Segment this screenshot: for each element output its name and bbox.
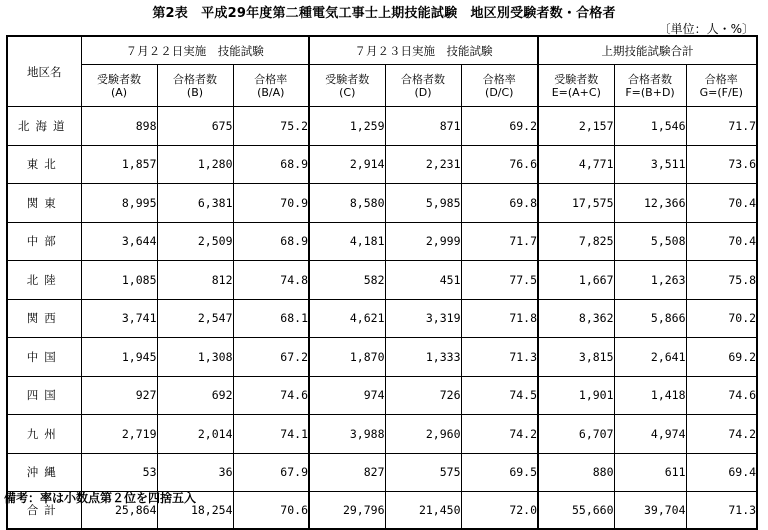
value-cell: 1,857: [81, 145, 157, 184]
table-row: [7, 415, 757, 454]
region-cell: 関西: [7, 299, 81, 338]
value-cell: 8,995: [81, 184, 157, 223]
value-cell: 69.4: [686, 453, 757, 492]
table-row: [7, 145, 757, 184]
table-row: [7, 376, 757, 415]
column-header-formula: (D/C): [485, 85, 514, 99]
table-row: [7, 222, 757, 261]
column-header-label: 受験者数: [554, 72, 599, 86]
column-header-label: 合格率: [482, 72, 516, 86]
value-cell: 53: [81, 453, 157, 492]
group-header-0723: ７月２３日実施 技能試験: [309, 36, 538, 65]
region-header: 地区名: [7, 36, 81, 107]
value-cell: 4,181: [309, 222, 385, 261]
group-header-0722: ７月２２日実施 技能試験: [81, 36, 309, 65]
value-cell: 4,974: [614, 415, 686, 454]
value-cell: 692: [157, 376, 233, 415]
unit-label: 〔単位：人・%〕: [658, 22, 754, 36]
value-cell: 1,870: [309, 338, 385, 377]
value-cell: 77.5: [461, 261, 538, 300]
column-header-formula: (B/A): [257, 85, 285, 99]
value-cell: 4,621: [309, 299, 385, 338]
value-cell: 2,914: [309, 145, 385, 184]
value-cell: 1,546: [614, 107, 686, 146]
value-cell: 2,641: [614, 338, 686, 377]
column-header-formula: G=(F/E): [699, 85, 743, 99]
column-header-formula: (D): [414, 85, 432, 99]
value-cell: 451: [385, 261, 461, 300]
header-row-columns: [7, 65, 757, 107]
results-table: [6, 35, 758, 530]
value-cell: 1,945: [81, 338, 157, 377]
value-cell: 70.4: [686, 184, 757, 223]
column-header: [461, 65, 538, 107]
value-cell: 67.2: [233, 338, 309, 377]
value-cell: 68.1: [233, 299, 309, 338]
value-cell: 927: [81, 376, 157, 415]
table-row: [7, 338, 757, 377]
value-cell: 17,575: [538, 184, 614, 223]
group-header-total: 上期技能試験合計: [538, 36, 757, 65]
value-cell: 71.3: [686, 492, 757, 530]
value-cell: 5,508: [614, 222, 686, 261]
value-cell: 2,719: [81, 415, 157, 454]
value-cell: 69.5: [461, 453, 538, 492]
column-header-formula: F=(B+D): [625, 85, 675, 99]
region-cell: 沖縄: [7, 453, 81, 492]
column-header: [385, 65, 461, 107]
value-cell: 2,960: [385, 415, 461, 454]
value-cell: 76.6: [461, 145, 538, 184]
value-cell: 611: [614, 453, 686, 492]
value-cell: 2,509: [157, 222, 233, 261]
value-cell: 7,825: [538, 222, 614, 261]
value-cell: 70.2: [686, 299, 757, 338]
table-row: [7, 107, 757, 146]
value-cell: 74.6: [233, 376, 309, 415]
value-cell: 1,259: [309, 107, 385, 146]
value-cell: 2,231: [385, 145, 461, 184]
value-cell: 6,707: [538, 415, 614, 454]
value-cell: 71.3: [461, 338, 538, 377]
value-cell: 2,999: [385, 222, 461, 261]
value-cell: 1,308: [157, 338, 233, 377]
column-header-label: 合格率: [254, 72, 288, 86]
value-cell: 74.1: [233, 415, 309, 454]
value-cell: 5,866: [614, 299, 686, 338]
table-title: 第2表 平成29年度第二種電気工事士上期技能試験 地区別受験者数・合格者: [152, 6, 616, 21]
column-header-label: 合格率: [704, 72, 738, 86]
value-cell: 70.9: [233, 184, 309, 223]
value-cell: 18,254: [157, 492, 233, 530]
column-header: [309, 65, 385, 107]
region-cell: 中部: [7, 222, 81, 261]
value-cell: 3,988: [309, 415, 385, 454]
column-header-label: 受験者数: [325, 72, 370, 86]
value-cell: 39,704: [614, 492, 686, 530]
table-row: [7, 299, 757, 338]
footnote: 備考：率は小数点第２位を四捨五入: [4, 491, 197, 505]
value-cell: 8,580: [309, 184, 385, 223]
value-cell: 974: [309, 376, 385, 415]
value-cell: 3,644: [81, 222, 157, 261]
value-cell: 29,796: [309, 492, 385, 530]
table-row: [7, 184, 757, 223]
column-header-label: 受験者数: [97, 72, 141, 86]
value-cell: 1,263: [614, 261, 686, 300]
value-cell: 898: [81, 107, 157, 146]
value-cell: 3,815: [538, 338, 614, 377]
value-cell: 2,157: [538, 107, 614, 146]
value-cell: 21,450: [385, 492, 461, 530]
region-cell: 関東: [7, 184, 81, 223]
value-cell: 1,901: [538, 376, 614, 415]
value-cell: 675: [157, 107, 233, 146]
value-cell: 69.2: [461, 107, 538, 146]
column-header: [686, 65, 757, 107]
value-cell: 1,667: [538, 261, 614, 300]
value-cell: 71.7: [686, 107, 757, 146]
column-header: [157, 65, 233, 107]
value-cell: 67.9: [233, 453, 309, 492]
value-cell: 12,366: [614, 184, 686, 223]
value-cell: 6,381: [157, 184, 233, 223]
value-cell: 4,771: [538, 145, 614, 184]
value-cell: 8,362: [538, 299, 614, 338]
value-cell: 71.7: [461, 222, 538, 261]
value-cell: 74.2: [686, 415, 757, 454]
value-cell: 71.8: [461, 299, 538, 338]
column-header-formula: (A): [110, 85, 128, 99]
value-cell: 1,333: [385, 338, 461, 377]
column-header: [233, 65, 309, 107]
header-row-groups: [7, 36, 757, 65]
value-cell: 880: [538, 453, 614, 492]
region-cell: 北海道: [7, 107, 81, 146]
value-cell: 75.8: [686, 261, 757, 300]
value-cell: 74.6: [686, 376, 757, 415]
value-cell: 70.6: [233, 492, 309, 530]
column-header-formula: E=(A+C): [551, 85, 601, 99]
value-cell: 2,547: [157, 299, 233, 338]
table-row: [7, 261, 757, 300]
value-cell: 812: [157, 261, 233, 300]
value-cell: 68.9: [233, 145, 309, 184]
value-cell: 74.2: [461, 415, 538, 454]
value-cell: 73.6: [686, 145, 757, 184]
column-header-formula: (B): [186, 85, 204, 99]
table-row: [7, 453, 757, 492]
value-cell: 74.5: [461, 376, 538, 415]
column-header: [81, 65, 157, 107]
value-cell: 582: [309, 261, 385, 300]
region-cell: 北陸: [7, 261, 81, 300]
value-cell: 2,014: [157, 415, 233, 454]
region-cell: 合計: [7, 492, 81, 530]
value-cell: 69.2: [686, 338, 757, 377]
column-header-label: 合格者数: [401, 72, 445, 86]
value-cell: 3,741: [81, 299, 157, 338]
region-cell: 九州: [7, 415, 81, 454]
value-cell: 1,085: [81, 261, 157, 300]
value-cell: 3,511: [614, 145, 686, 184]
value-cell: 827: [309, 453, 385, 492]
value-cell: 69.8: [461, 184, 538, 223]
column-header: [538, 65, 614, 107]
value-cell: 25,864: [81, 492, 157, 530]
value-cell: 5,985: [385, 184, 461, 223]
column-header: [614, 65, 686, 107]
column-header-label: 合格者数: [628, 72, 673, 86]
value-cell: 55,660: [538, 492, 614, 530]
region-cell: 中国: [7, 338, 81, 377]
value-cell: 68.9: [233, 222, 309, 261]
value-cell: 1,418: [614, 376, 686, 415]
region-cell: 東北: [7, 145, 81, 184]
column-header-label: 合格者数: [173, 72, 217, 86]
value-cell: 70.4: [686, 222, 757, 261]
value-cell: 1,280: [157, 145, 233, 184]
value-cell: 3,319: [385, 299, 461, 338]
value-cell: 75.2: [233, 107, 309, 146]
value-cell: 74.8: [233, 261, 309, 300]
region-cell: 四国: [7, 376, 81, 415]
value-cell: 726: [385, 376, 461, 415]
value-cell: 575: [385, 453, 461, 492]
value-cell: 72.0: [461, 492, 538, 530]
value-cell: 871: [385, 107, 461, 146]
column-header-formula: (C): [339, 85, 356, 99]
value-cell: 36: [157, 453, 233, 492]
